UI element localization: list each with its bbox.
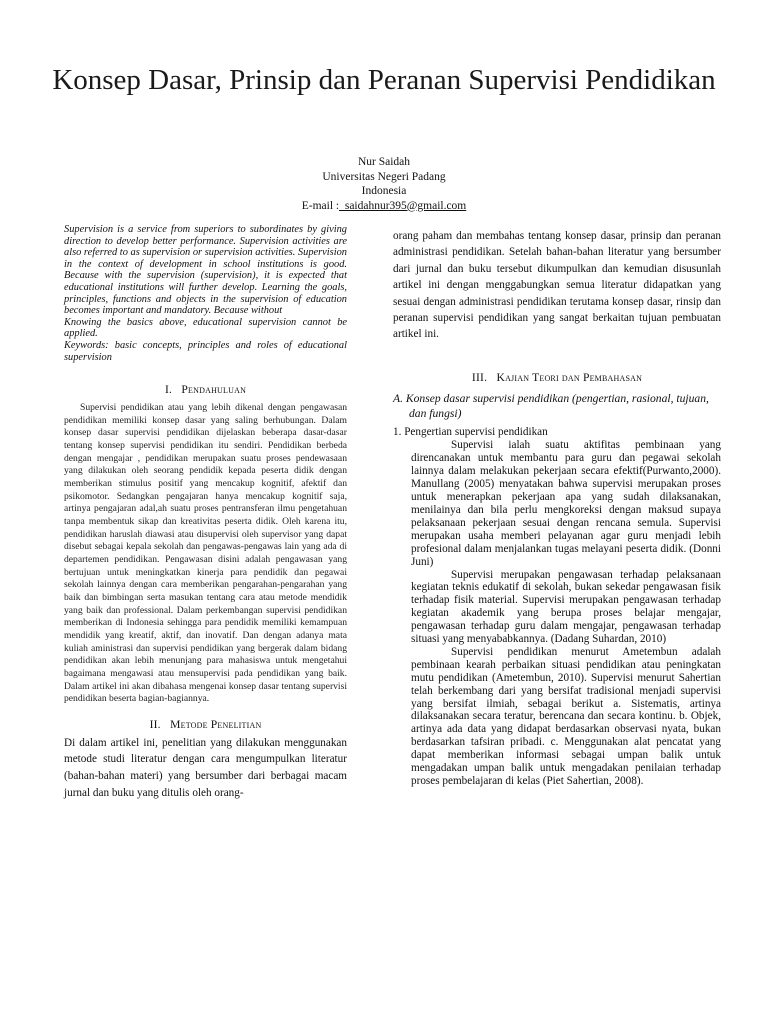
theory-paragraph-3: Supervisi pendidikan menurut Ametembun adalah pembinaan kearah perbaikan situasi pendidikan atau peningkatan mutu pendidikan (Ametembun, 2010). Supervisi menurut Sahertian telah berkembang dari yang bersifat tradisional menjadi supervisi yang bersifat ilmiah, sebagai berikut a. Sistematis, artinya dilaksanakan secara teratur, berencana dan secara kontinu. b. Objek, artinya ada data yang didapat berdasarkan observasi nyata, bukan berdasarkan tafsiran pribadi. c. Menggunakan alat pencatat yang dapat memberikan informasi sebagai umpan balik untuk mengadakan umpan balik untuk mengadakan penilaian terhadap proses pembelajaran di kelas (Piet Sahertian, 2008). — [411, 645, 721, 787]
section-title: Pendahuluan — [181, 383, 247, 397]
abstract-body: Supervision is a service from superiors to subordinates by giving direction to develop better performance. Supervision activities are also referred to as supervision or supervision activities. Supervision in the context of development in school institutions is good. Because with the supervision (supervision), it is expected that educational institutions will further develop. Learning the goals, principles, functions and objects in the supervision of education becomes important and mandatory. Because without — [64, 224, 347, 317]
left-column — [64, 224, 347, 801]
section-number: III. — [471, 370, 488, 384]
section-title: Kajian Teori dan Pembahasan — [496, 370, 643, 384]
author-name: Nur Saidah — [357, 156, 411, 168]
abstract — [64, 224, 347, 363]
email-label: E-mail : — [301, 199, 340, 212]
subsection-a: A. Konsep dasar supervisi pendidikan (pengertian, rasional, tujuan, dan fungsi) — [393, 391, 709, 420]
theory-paragraph-1: Supervisi ialah suatu aktifitas pembinaan yang direncanakan untuk membantu para guru dan pegawai sekolah lainnya dalam melakukan pekerjaan secara efektif(Purwanto,2000). Manullang (2005) menyatakan bahwa supervisi merupakan proses untuk menerapkan pekerjaan apa yang sudah dilaksanakan, menilainya dan bila perlu mengkoreksi dengan maksud supaya pelaksanaan pekerjaan sesuai dengan rencana semula. Supervisi merupakan usaha memberi pelayanan agar guru menjadi lebih profesional dalam menjalankan tugas melayani peserta didik. (Donni Juni) — [411, 439, 721, 568]
author-block — [234, 155, 534, 213]
list-item-1: 1. Pengertian supervisi pendidikan — [393, 426, 548, 439]
author-email-line — [234, 199, 534, 214]
method-paragraph-continued: orang paham dan membahas tentang konsep dasar, prinsip dan peranan administrasi pendidikan. Setelah bahan-bahan literatur yang bersumber dari jurnal dan buku tersebut dikumpulkan dan kemudian disusunlah artikel ini dengan menggabungkan semua literatur didapatkan yang sesuai dengan administrasi pendidikan terutama konsep dasar, rinsip dan peranan supervisi pendidikan yang sangat berkaitan tujuan pembuatan artikel ini. — [393, 230, 721, 341]
abstract-line2: Knowing the basics above, educational supervision cannot be applied. — [64, 316, 347, 340]
theory-paragraph-2: Supervisi merupakan pengawasan terhadap pelaksanaan kegiatan teknis edukatif di sekolah, bukan sekedar pengawasan fisik terhadap fisik material. Supervisi merupakan pengawasan terhadap kegiatan akademik yang berupa proses belajar mengajar, pengawasan terhadap guru dalam mengajar, pengawasan terhadap situasi yang menyababkannya. (Dadang Suhardan, 2010) — [411, 568, 721, 646]
email-link[interactable]: _saidahnur395@gmail.com — [339, 199, 467, 212]
right-column — [393, 228, 721, 788]
keywords: Keywords: basic concepts, principles and roles of educational supervision — [64, 339, 347, 363]
section-number: I. — [164, 383, 173, 397]
section-heading-method — [64, 718, 347, 731]
section-title: Metode Penelitian — [170, 717, 262, 731]
section-heading-theory — [393, 371, 721, 384]
method-paragraph: Di dalam artikel ini, penelitian yang dilakukan menggunakan metode studi literatur dengan cara mengumpulkan literatur (bahan-bahan materi) yang bersumber dari berbagai macam jurnal dan buku yang ditulis oleh orang- — [64, 736, 347, 799]
paper-title: Konsep Dasar, Prinsip dan Peranan Supervisi Pendidikan — [52, 64, 716, 96]
author-country: Indonesia — [361, 185, 407, 198]
author-affiliation: Universitas Negeri Padang — [322, 170, 446, 183]
section-heading-introduction — [64, 383, 347, 396]
section-number: II. — [149, 717, 161, 731]
introduction-paragraph: Supervisi pendidikan atau yang lebih dikenal dengan pengawasan pendidikan memiliki konsep dasar yang saling berhubungan. Dalam konsep dasar supervisi pendidikan dijelaskan beberapa dasar-dasar tentang konsep supervisi pendidikan itu sendiri. Pendidikan berbeda dengan mengajar , pendidikan merupakan suatu proses pendewasaan yang dilakukan oleh seorang pendidik kepada peserta didik dengan memberikan stimulus positif yang mencakup kognitif, afektif dan psikomotor. Sedangkan pengajaran hanya mencakup kognitif saja, artinya pengajaran adal,ah suatu proses pentransferan ilmu pengetahuan tanpa membentuk sikap dan kreativitas peserta didik. Oleh karena itu, pendidikan haruslah diawasi atau disupervisi oleh supervisor yang dapat disebut sebagai kepala sekolah dan pengawas-pengawas lain yang ada di departemen pendidikan. Pengawasan disini adalah pengawasan yang bertujuan untuk meningkatkan kinerja para pendidik dan pegawai sekolah lainnya dengan cara memberikan pengarahan-pengarahan yang baik dan bimbingan serta masukan tentang cara atau metode mendidik yang baik dan professional. Dalam perkembangan supervisi pendidikan memberikan di Indonesia sehingga para pendidik memiliki kemampuan mendidik yang kreatif, aktif, dan inovatif. Dan dengan adanya mata kuliah aministrasi dan supervisi pendidikan yang bergerak dalam bidang pendidikan akan lebih menunjang para mahasiswa untuk mengetahui bagaimana mengawasi atau mensupervisi pada pendidikan yang baik. Dalam artikel ini akan dibahasa mengenai konsep dasar tentang supervisi pendidikan beserta bagian-bagiannya. — [64, 402, 347, 705]
